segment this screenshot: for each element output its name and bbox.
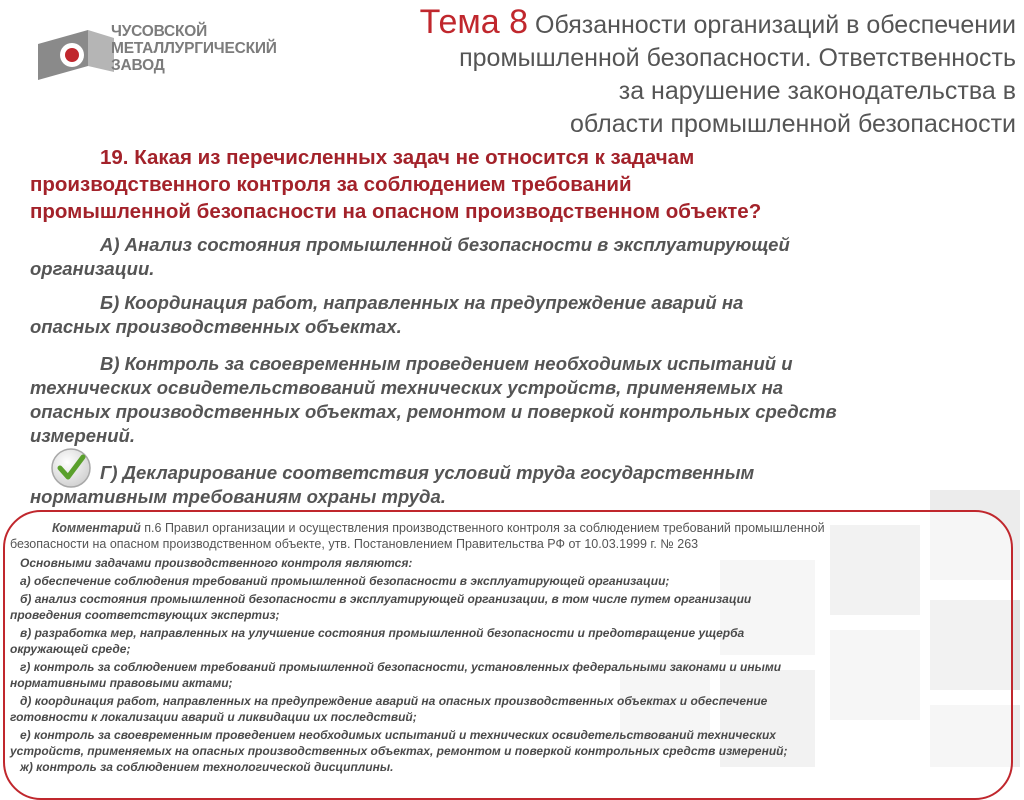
- question-line-3: промышленной безопасности на опасном производственном объекте?: [30, 200, 762, 223]
- answer-d-line-1: Г) Декларирование соответствия условий труда государственным: [100, 462, 755, 483]
- comment-line: г) контроль за соблюдением требований промышленной безопасности, установленных федеральными законами и иными: [20, 660, 782, 674]
- answer-a-line-2: организации.: [30, 258, 155, 279]
- comment-line: в) разработка мер, направленных на улучшение состояния промышленной безопасности и предотвращение ущерба: [20, 626, 745, 640]
- slide-title: [316, 3, 1016, 141]
- comment-line: б) анализ состояния промышленной безопасности в эксплуатирующей организации, в том числе путем организации: [20, 592, 752, 606]
- comment-line: д) координация работ, направленных на предупреждение аварий на опасных производственных объектах и обеспечение: [20, 694, 768, 708]
- answer-d-line-2: нормативным требованиям охраны труда.: [30, 486, 446, 507]
- answer-b-line-2: опасных производственных объектах.: [30, 316, 402, 337]
- comment-line: нормативными правовыми актами;: [10, 676, 233, 690]
- comment-line: готовности к локализации аварий и ликвидации их последствий;: [10, 710, 417, 724]
- comment-line: окружающей среде;: [10, 642, 131, 656]
- question: [30, 144, 990, 225]
- comment-line: Основными задачами производственного контроля являются:: [20, 556, 413, 570]
- logo-line-3: ЗАВОД: [111, 57, 165, 74]
- answer-c-line-4: измерений.: [30, 425, 135, 446]
- title-line-3: за нарушение законодательства в: [618, 77, 1016, 105]
- answer-a: [30, 233, 990, 281]
- logo-line-1: ЧУСОВСКОЙ: [111, 23, 208, 40]
- answer-d: [30, 461, 990, 509]
- comment-intro-line-2: безопасности на опасном производственном объекте, утв. Постановлением Правительства РФ от 10.03.1999 г. № 263: [10, 537, 699, 551]
- answer-c-line-2: технических освидетельствований технических устройств, применяемых на: [30, 377, 784, 398]
- answer-a-line-1: А) Анализ состояния промышленной безопасности в эксплуатирующей: [100, 234, 790, 255]
- answer-c-line-1: В) Контроль за своевременным проведением необходимых испытаний и: [100, 353, 793, 374]
- comment-intro-line-1: п.6 Правил организации и осуществления производственного контроля за соблюдением требований промышленной: [140, 521, 825, 535]
- question-line-1: 19. Какая из перечисленных задач не относится к задачам: [100, 146, 695, 169]
- answer-c-line-3: опасных производственных объектах, ремонтом и поверкой контрольных средств: [30, 401, 837, 422]
- comment-line: а) обеспечение соблюдения требований промышленной безопасности в эксплуатирующей организации;: [20, 574, 670, 588]
- comment-line: проведения соответствующих экспертиз;: [10, 608, 280, 622]
- comment-intro: [10, 520, 985, 552]
- question-line-2: производственного контроля за соблюдением требований: [30, 173, 632, 196]
- logo-emblem-icon: [38, 30, 114, 80]
- title-line-1: Обязанности организаций в обеспечении: [535, 11, 1016, 39]
- comment-line: ж) контроль за соблюдением технологической дисциплины.: [20, 760, 394, 774]
- answer-b-line-1: Б) Координация работ, направленных на предупреждение аварий на: [100, 292, 744, 313]
- comment-label: Комментарий: [52, 521, 141, 535]
- title-line-4: области промышленной безопасности: [570, 110, 1016, 138]
- comment-line: устройств, применяемых на опасных производственных объектах, ремонтом и поверкой контрольных средств измерений;: [10, 744, 788, 758]
- title-line-2: промышленной безопасности. Ответственность: [459, 44, 1016, 72]
- answer-c: [30, 352, 990, 448]
- topic-number: Тема 8: [419, 3, 529, 41]
- answer-b: [30, 291, 990, 339]
- logo-text: [111, 23, 281, 74]
- comment-line: е) контроль за своевременным проведением необходимых испытаний и технических освидетельствований технических: [20, 728, 776, 742]
- logo-line-2: МЕТАЛЛУРГИЧЕСКИЙ: [111, 40, 277, 57]
